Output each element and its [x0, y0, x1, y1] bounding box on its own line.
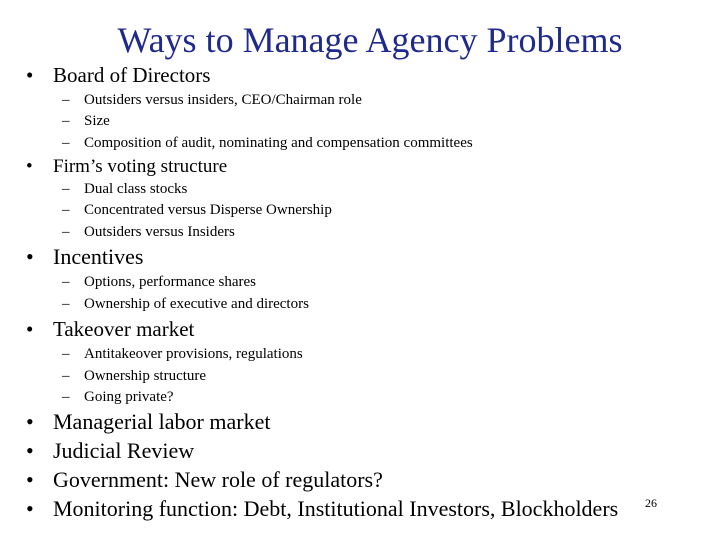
sub-item [62, 366, 206, 386]
bullet-icon: • [26, 63, 34, 87]
bullet-text: Incentives [53, 244, 144, 269]
dash-icon: – [62, 389, 70, 405]
dash-icon: – [62, 296, 70, 312]
sub-item [62, 387, 174, 407]
sub-item [62, 222, 235, 242]
bullet-text: Government: New role of regulators? [53, 467, 383, 492]
dash-icon: – [62, 113, 70, 129]
bullet-icon: • [26, 496, 34, 521]
bullet-voting-structure [26, 154, 227, 180]
bullet-managerial-labor-market [26, 409, 270, 435]
slide-title: Ways to Manage Agency Problems [117, 20, 623, 60]
bullet-text: Judicial Review [53, 438, 195, 463]
bullet-judicial-review [26, 438, 194, 464]
sub-item-text: Antitakeover provisions, regulations [84, 346, 303, 362]
sub-item-text: Composition of audit, nominating and compensation committees [84, 135, 473, 151]
dash-icon: – [62, 346, 70, 362]
bullet-text: Board of Directors [53, 63, 211, 87]
sub-item [62, 344, 303, 364]
sub-item [62, 272, 256, 292]
dash-icon: – [62, 181, 70, 197]
bullet-text: Firm’s voting structure [53, 156, 228, 177]
sub-item-text: Going private? [84, 389, 174, 405]
sub-item [62, 200, 332, 220]
sub-item [62, 111, 110, 131]
sub-item [62, 179, 187, 199]
bullet-icon: • [26, 409, 34, 434]
dash-icon: – [62, 135, 70, 151]
dash-icon: – [62, 274, 70, 290]
bullet-icon: • [26, 438, 34, 463]
sub-item-text: Ownership of executive and directors [84, 296, 309, 312]
bullet-board-of-directors [26, 62, 210, 88]
bullet-icon: • [26, 156, 33, 177]
bullet-text: Managerial labor market [53, 409, 271, 434]
sub-item-text: Ownership structure [84, 368, 207, 384]
sub-item-text: Concentrated versus Disperse Ownership [84, 202, 332, 218]
dash-icon: – [62, 368, 70, 384]
sub-item-text: Dual class stocks [84, 181, 188, 197]
dash-icon: – [62, 224, 70, 240]
sub-item [62, 90, 362, 110]
page-number: 26 [645, 496, 657, 510]
bullet-icon: • [26, 317, 34, 341]
bullet-monitoring-function [26, 496, 618, 522]
sub-item-text: Outsiders versus insiders, CEO/Chairman role [84, 92, 362, 108]
dash-icon: – [62, 202, 70, 218]
bullet-text: Monitoring function: Debt, Institutional Investors, Blockholders [53, 496, 619, 521]
sub-item-text: Options, performance shares [84, 274, 257, 290]
bullet-takeover-market [26, 316, 194, 342]
bullet-icon: • [26, 244, 34, 269]
sub-item [62, 294, 309, 314]
bullet-icon: • [26, 467, 34, 492]
bullet-incentives [26, 244, 143, 270]
bullet-text: Takeover market [53, 317, 195, 341]
sub-item [62, 133, 473, 153]
sub-item-text: Outsiders versus Insiders [84, 224, 235, 240]
dash-icon: – [62, 92, 70, 108]
bullet-government [26, 467, 383, 493]
sub-item-text: Size [84, 113, 110, 129]
